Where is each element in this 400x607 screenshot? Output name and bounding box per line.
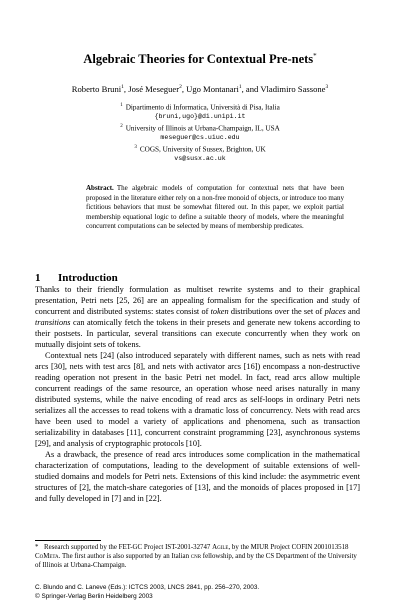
author-affiliation-mark: 1 [238, 84, 242, 91]
paragraph: Contextual nets [24] (also introduced separately with different names, such as nets with read arcs [30], nets with test arcs [8], and nets with activator arcs [16]) encompass a non-destructive reading operation not present in the basic Petri net model. In fact, read arcs allow multiple concurrent readings of the same resource, an operation whose need arises naturally in many distributed systems, while the naive encoding of read arcs as self-loops in ordinary Petri nets serializes all the accesses to read tokens with a dramatic loss of concurrency. Nets with read arcs have been used to model a variety of applications and phenomena, such as transaction serializability in databases [11], concurrent constraint programming [23], asynchronous systems [29], and analysis of cryptographic protocols [10]. [35, 351, 360, 448]
section-title: Introduction [58, 272, 118, 285]
abstract [86, 184, 344, 232]
affiliation-number: 3 [134, 144, 137, 150]
author-affiliation-mark: 3 [325, 84, 329, 91]
affiliation-institution: University of Illinois at Urbana-Champaign, IL, USA [125, 124, 280, 133]
affiliation-institution: COGS, University of Sussex, Brighton, UK [139, 145, 266, 154]
affiliation [0, 122, 400, 142]
abstract-text: The algebraic models of computation for contextual nets that have been proposed in the literature either rely on a non-free monoid of objects, or introduce too many fictitious behaviors that must be somewhat filtered out. In this paper, we exploit partial membership equational logic to define a suitable theory of models, where the meaningful concurrent computations can be selected by means of membership predicates. [86, 184, 344, 231]
section-heading [35, 272, 118, 284]
copyright-line: © Springer-Verlag Berlin Heidelberg 2003 [35, 592, 153, 600]
emphasis: places [324, 307, 346, 316]
affiliation [0, 101, 400, 121]
author-separator: , [181, 84, 187, 94]
author-name: Ugo Montanari [186, 84, 239, 94]
organization-name: cnr [190, 552, 202, 560]
affiliation-email: vs@susx.ac.uk [174, 155, 226, 163]
author-name: José Meseguer [128, 84, 180, 94]
footnote-mark: * [35, 544, 39, 551]
section-number: 1 [35, 272, 41, 285]
affiliation-number: 1 [120, 103, 123, 108]
publication-info [35, 584, 365, 601]
paragraph: As a drawback, the presence of read arcs introduces some complication in the mathematical characterization of computations, leading to the development of suitable extensions of well-studied domains and models for Petri nets. Extensions of this kind include: the asymmetric event structures of [2], the match-share categories of [13], and the monoids of places proposed in [17] and fully developed in [7] and in [22]. [35, 450, 360, 503]
paragraph: Thanks to their friendly formulation as multiset rewrite systems and to their graphical presentation, Petri nets [25, 26] are an appealing formalism for the specification and study of concurrent and distributed systems: states consist of token distributions over the set of places and transitions can atomically fetch the tokens in their presets and generate new tokens according to their postsets. In particular, several transitions can execute concurrently when they work on mutually disjoint sets of tokens. [35, 285, 360, 349]
author-separator: , [123, 84, 129, 94]
project-name: CoMeta [35, 552, 59, 560]
emphasis: token [210, 307, 229, 316]
affiliation-email: meseguer@cs.uiuc.edu [160, 134, 240, 142]
body-text [35, 284, 360, 504]
author-name: Roberto Bruni [71, 84, 122, 94]
author-separator: , and [241, 84, 261, 94]
title-text: Algebraic Theories for Contextual Pre-nets [83, 52, 314, 67]
author-affiliation-mark: 1 [121, 84, 124, 91]
author-affiliation-mark: 2 [179, 84, 182, 91]
title-footnote-mark: * [313, 52, 317, 60]
affiliation-number: 2 [120, 123, 123, 129]
affiliation-institution: Dipartimento di Informatica, Università di Pisa, Italia [125, 103, 280, 112]
footnote-rule [35, 540, 101, 541]
author-name: Vladimiro Sassone [260, 84, 326, 94]
author-list [0, 84, 400, 94]
footnote: * Research supported by the FET-GC Project IST-2001-32747 Agile, by the MIUR Project COFIN 2001013518 CoMeta. The first author is also supported by an Italian cnr fellowship, and by the CS Department of the University of Illinois at Urbana-Champaign. [35, 544, 357, 569]
paper-title [0, 52, 400, 67]
publication-citation: C. Blundo and C. Laneve (Eds.): ICTCS 2003, LNCS 2841, pp. 256–270, 2003. [35, 584, 260, 591]
abstract-label: Abstract. [86, 184, 114, 192]
project-name: Agile [212, 544, 229, 551]
emphasis: transitions [35, 318, 71, 327]
affiliation-list [0, 101, 400, 164]
affiliation [0, 143, 400, 163]
affiliation-email: {bruni,ugo}@di.unipi.it [154, 113, 246, 121]
